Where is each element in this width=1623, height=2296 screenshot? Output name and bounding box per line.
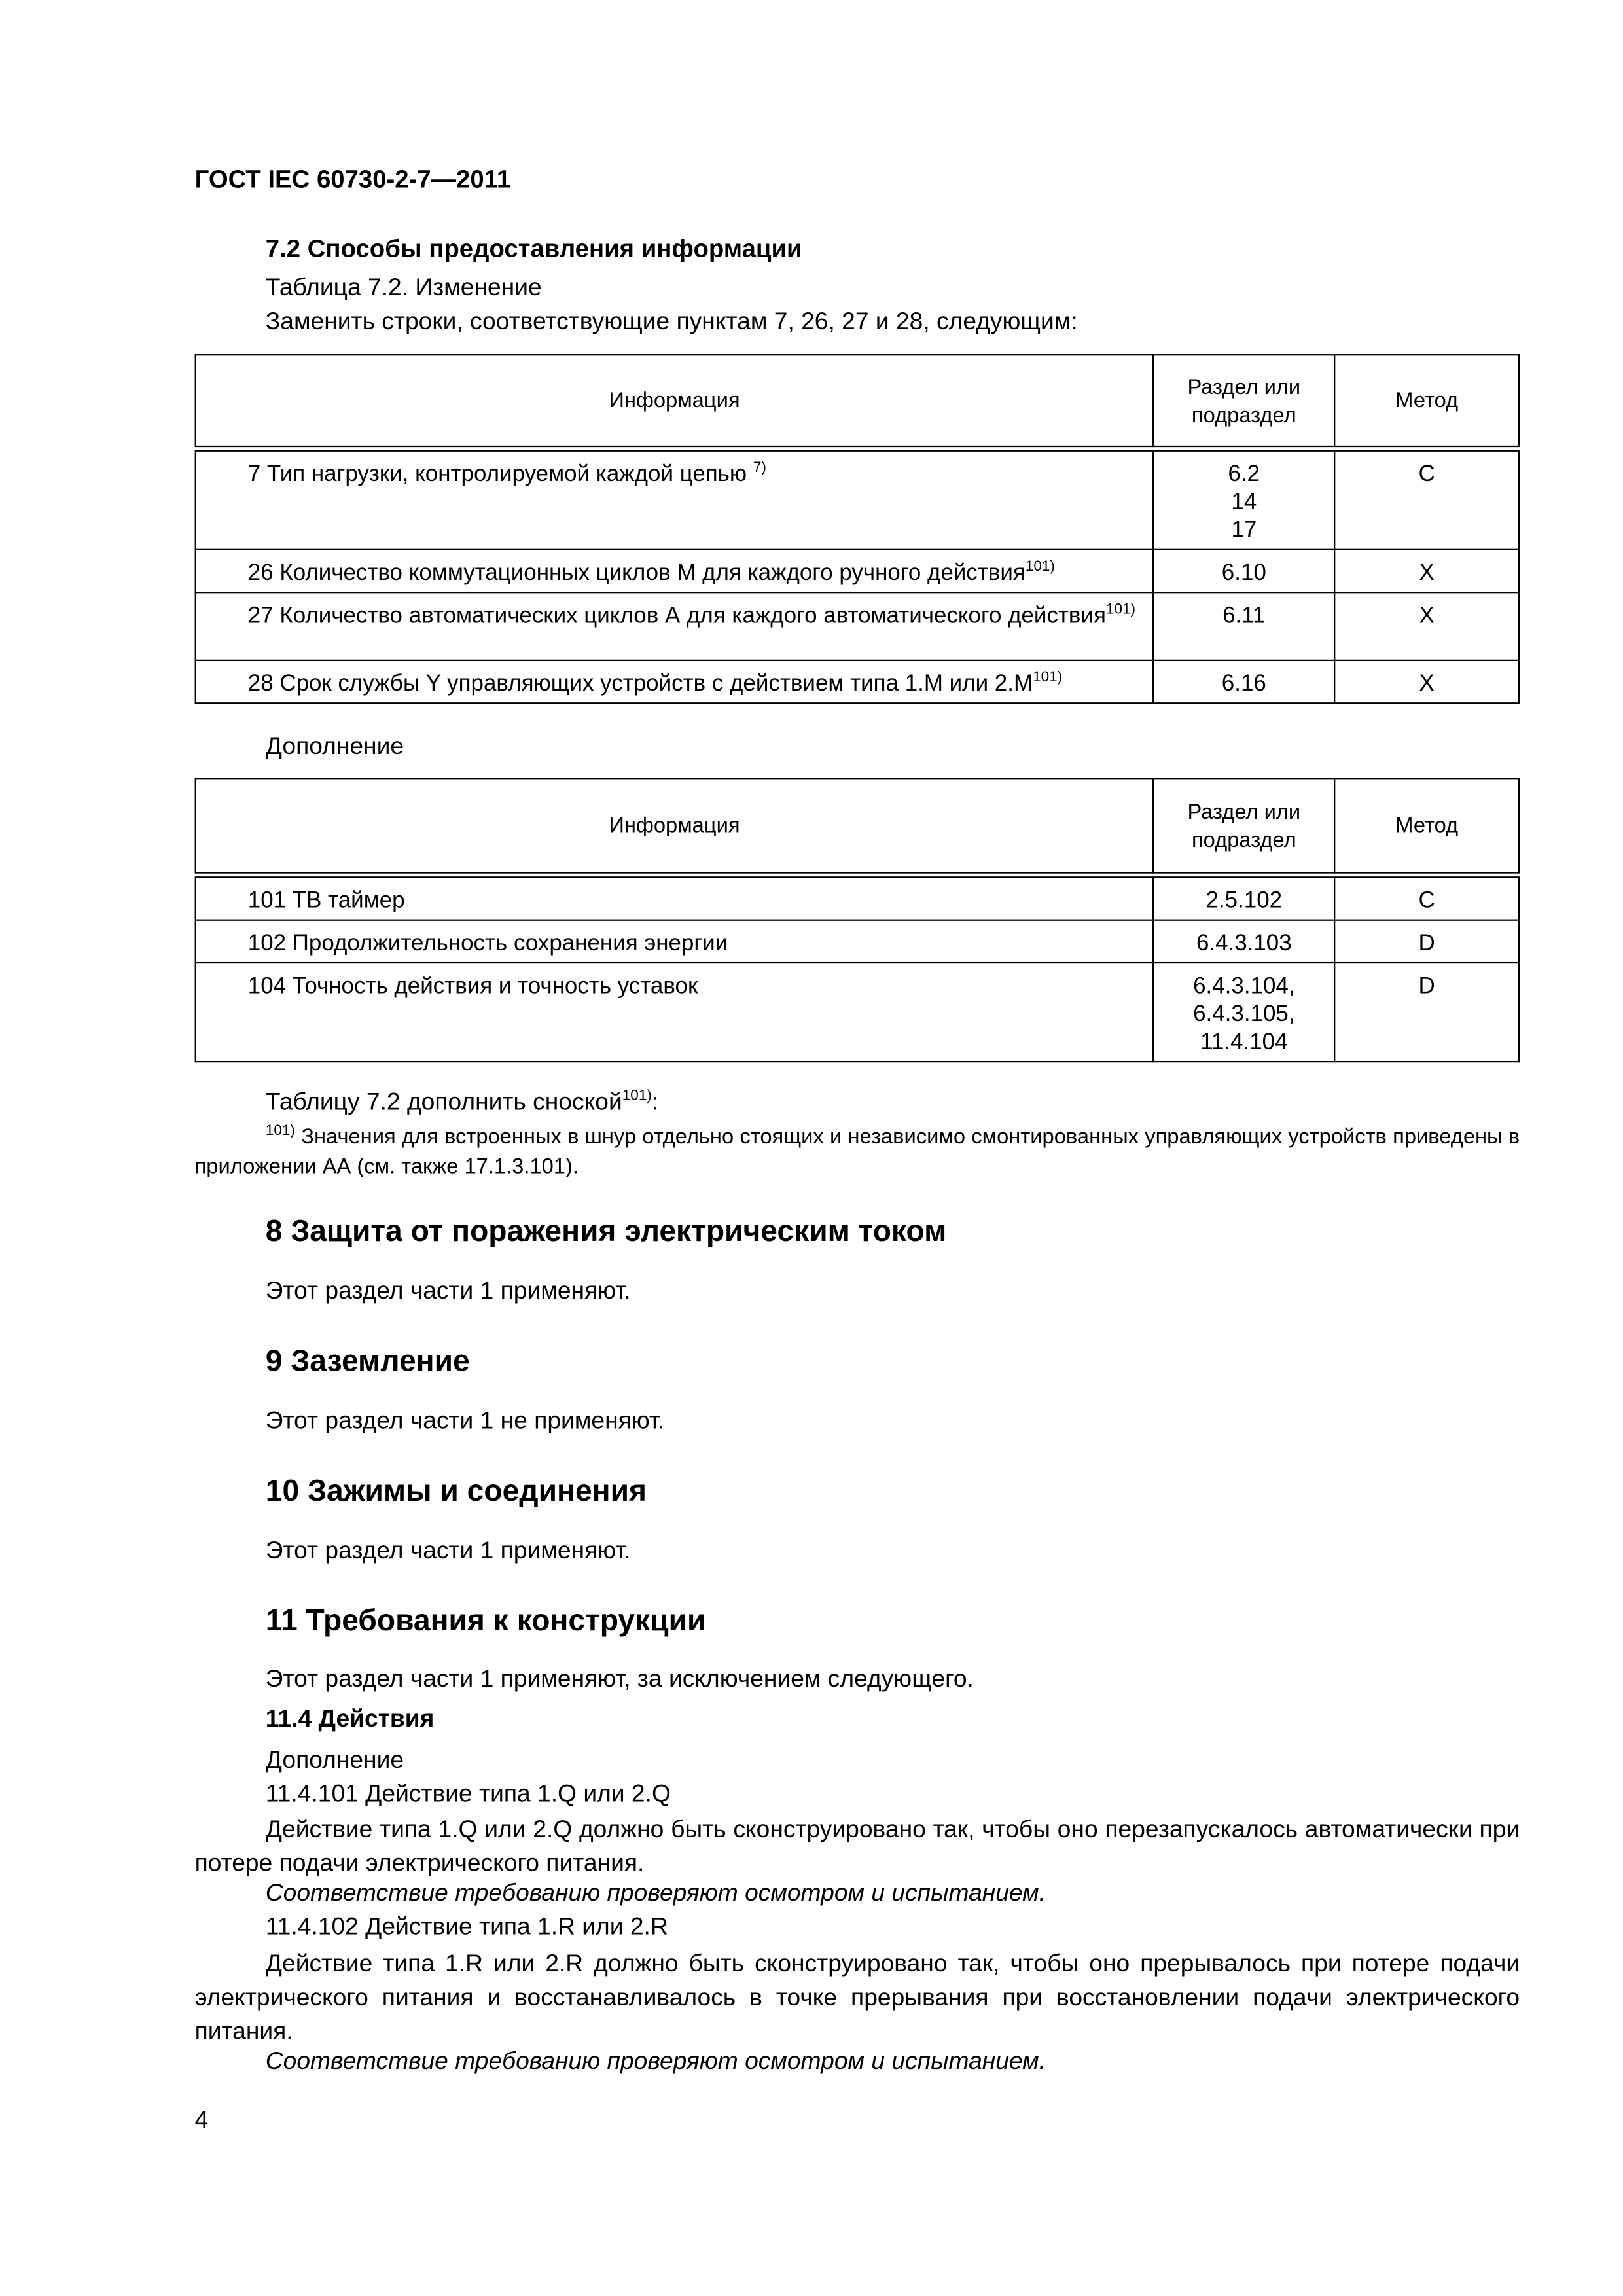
- header-info: Информация: [196, 778, 1154, 874]
- clause-11-4-102-text: Действие типа 1.R или 2.R должно быть сконструировано так, чтобы оно прерывалось при потере подачи электрического питания и восстанавливалось в точке прерывания при восстановлении подачи электрического питания.: [194, 1950, 1520, 2045]
- row-method: X: [1334, 549, 1519, 592]
- row-method: X: [1334, 660, 1519, 702]
- row-section: 6.11: [1153, 592, 1334, 660]
- row-info: 104 Точность действия и точность уставок: [196, 962, 1154, 1061]
- row-section: 2.5.102: [1153, 874, 1334, 920]
- clause-11-4-102-check: Соответствие требованию проверяют осмотром и испытанием.: [265, 2048, 1046, 2075]
- row-info: 101 ТВ таймер: [196, 874, 1154, 920]
- row-method: D: [1334, 962, 1519, 1061]
- section-7-2-title: 7.2 Способы предоставления информации: [265, 234, 802, 263]
- table-row: [196, 549, 1519, 592]
- table-row: [196, 962, 1519, 1061]
- table-row: [196, 660, 1519, 702]
- row-info: 102 Продолжительность сохранения энергии: [196, 920, 1154, 962]
- section-11-4-title: 11.4 Действия: [265, 1706, 435, 1732]
- table-row: [196, 448, 1519, 548]
- clause-11-4-102-title: 11.4.102 Действие типа 1.R или 2.R: [265, 1914, 668, 1941]
- header-section: Раздел или подраздел: [1153, 355, 1334, 448]
- header-method: Метод: [1334, 355, 1519, 448]
- table-row: [196, 920, 1519, 962]
- table-7-2-changes: [195, 354, 1520, 703]
- row-method: X: [1334, 592, 1519, 660]
- row-section: 6.16: [1153, 660, 1334, 702]
- clause-11-4-101-title: 11.4.101 Действие типа 1.Q или 2.Q: [265, 1781, 671, 1808]
- section-9-text: Этот раздел части 1 не применяют.: [265, 1407, 665, 1435]
- row-section: 6.10: [1153, 549, 1334, 592]
- row-section: 6.2 14 17: [1153, 448, 1334, 548]
- table-row: [196, 592, 1519, 660]
- section-11-title: 11 Требования к конструкции: [265, 1604, 706, 1638]
- clause-11-4-101-text: Действие типа 1.Q или 2.Q должно быть сконструировано так, чтобы оно перезапускалось автоматически при потере подачи электрического питания.: [194, 1816, 1520, 1877]
- header-method: Метод: [1334, 778, 1519, 874]
- table-7-2-additions: [195, 778, 1520, 1062]
- section-9-title: 9 Заземление: [265, 1344, 470, 1378]
- section-11-text: Этот раздел части 1 применяют, за исключением следующего.: [265, 1666, 974, 1693]
- row-info: 26 Количество коммутационных циклов М для каждого ручного действия$^{101)}$: [196, 549, 1154, 592]
- footnote-intro: Таблицу 7.2 дополнить сноской$^{101)}$:: [265, 1088, 659, 1116]
- section-11-4-addition: Дополнение: [265, 1747, 404, 1774]
- document-id: ГОСТ IEC 60730-2-7—2011: [194, 165, 511, 194]
- header-info: Информация: [196, 355, 1154, 448]
- table-caption: Таблица 7.2. Изменение: [265, 274, 542, 301]
- row-section: 6.4.3.104, 6.4.3.105, 11.4.104: [1153, 962, 1334, 1061]
- section-8-text: Этот раздел части 1 применяют.: [265, 1278, 631, 1304]
- table-row: [196, 874, 1519, 920]
- row-info: 7 Тип нагрузки, контролируемой каждой цепью $^{7)}$: [196, 448, 1154, 548]
- footnote-text: $^{101)}$ Значения для встроенных в шнур отдельно стоящих и независимо смонтированных управляющих устройств приведены в приложении АА (см. также 17.1.3.101).: [194, 1123, 1520, 1179]
- row-method: C: [1334, 874, 1519, 920]
- clause-11-4-101-check: Соответствие требованию проверяют осмотром и испытанием.: [265, 1880, 1046, 1907]
- table-intro: Заменить строки, соответствующие пунктам 7, 26, 27 и 28, следующим:: [265, 308, 1078, 335]
- addition-label: Дополнение: [265, 733, 404, 761]
- page-number: 4: [194, 2107, 209, 2134]
- row-method: D: [1334, 920, 1519, 962]
- row-method: C: [1334, 448, 1519, 548]
- header-section: Раздел или подраздел: [1153, 778, 1334, 874]
- row-section: 6.4.3.103: [1153, 920, 1334, 962]
- row-info: 27 Количество автоматических циклов А для каждого автоматического действия$^{101)}$: [196, 592, 1154, 660]
- section-10-title: 10 Зажимы и соединения: [265, 1474, 647, 1509]
- section-8-title: 8 Защита от поражения электрическим током: [265, 1214, 947, 1249]
- row-info: 28 Срок службы Y управляющих устройств с действием типа 1.M или $2.M^{101)}$: [196, 660, 1154, 702]
- section-10-text: Этот раздел части 1 применяют.: [265, 1537, 631, 1564]
